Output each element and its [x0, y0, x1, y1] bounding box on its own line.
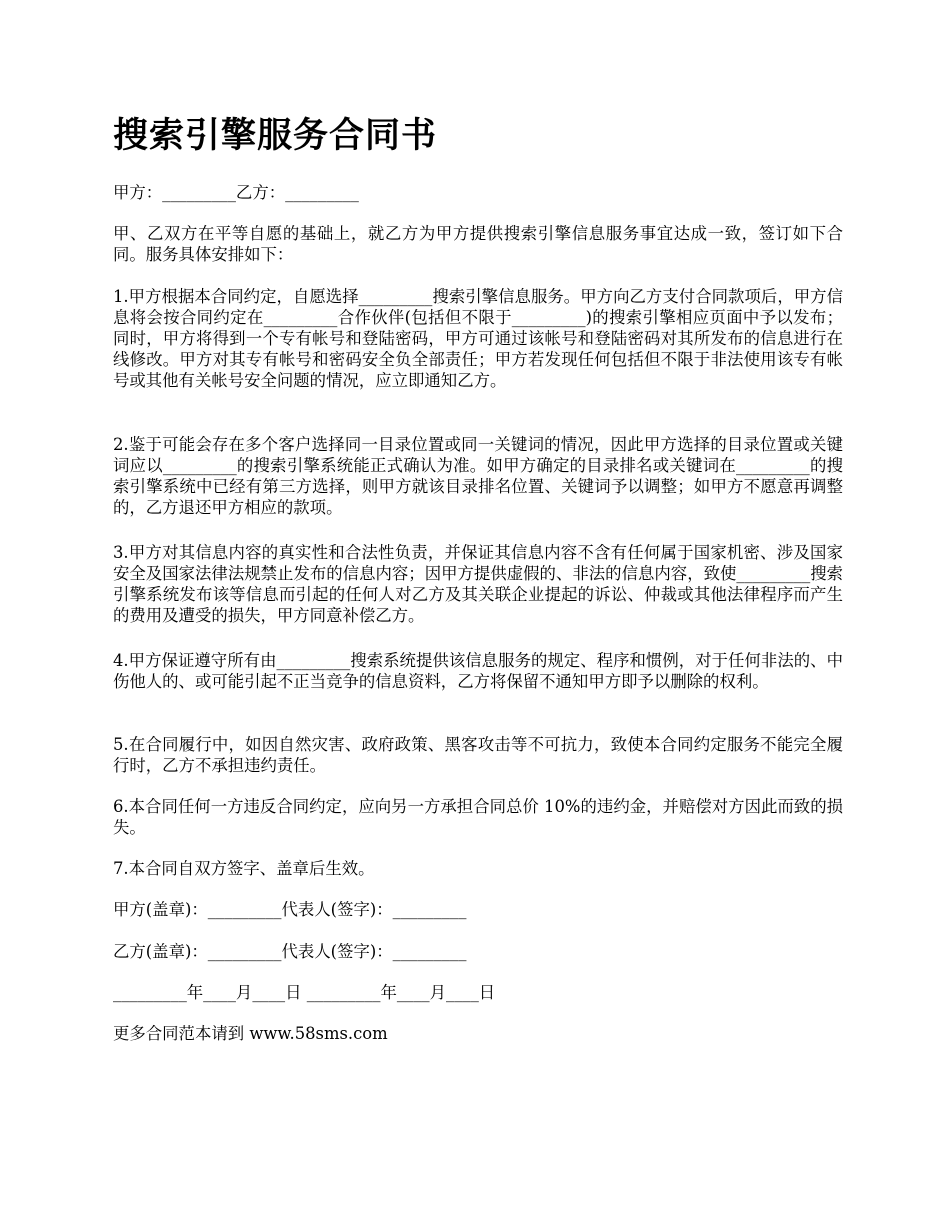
clause-2: 2.鉴于可能会存在多个客户选择同一目录位置或同一关键词的情况，因此甲方选择的目录位置或关键词应以_________的搜索引擎系统能正式确认为准。如甲方确定的目录排名或关键词在_________的搜索引擎系统中已经有第三方选择，则甲方就该目录排名位置、关键词予以调整；如甲方不愿意再调整的，乙方退还甲方相应的款项。 — [113, 435, 843, 517]
document-title: 搜索引擎服务合同书 — [113, 116, 438, 156]
signature-party-a: 甲方(盖章)：_________代表人(签字)：_________ — [113, 900, 467, 919]
intro-paragraph: 甲、乙双方在平等自愿的基础上，就乙方为甲方提供搜索引擎信息服务事宜达成一致，签订如下合同。服务具体安排如下： — [113, 224, 843, 264]
clause-1: 1.甲方根据本合同约定，自愿选择_________搜索引擎信息服务。甲方向乙方支付合同款项后，甲方信息将会按合同约定在_________合作伙伴(包括但不限于_________)的搜索引擎相应页面中予以发布；同时，甲方将得到一个专有帐号和登陆密码，甲方可通过该帐号和登陆密码对其所发布的信息进行在线修改。甲方对其专有帐号和密码安全负全部责任；甲方若发现任何包括但不限于非法使用该专有帐号或其他有关帐号安全问题的情况，应立即通知乙方。 — [113, 287, 843, 390]
footer-link-text: 更多合同范本请到 www.58sms.com — [113, 1024, 388, 1043]
clause-3: 3.甲方对其信息内容的真实性和合法性负责，并保证其信息内容不含有任何属于国家机密、涉及国家安全及国家法律法规禁止发布的信息内容；因甲方提供虚假的、非法的信息内容，致使_________搜索引擎系统发布该等信息而引起的任何人对乙方及其关联企业提起的诉讼、仲裁或其他法律程序而产生的费用及遭受的损失，甲方同意补偿乙方。 — [113, 543, 843, 625]
clause-4: 4.甲方保证遵守所有由_________搜索系统提供该信息服务的规定、程序和惯例，对于任何非法的、中伤他人的、或可能引起不正当竞争的信息资料，乙方将保留不通知甲方即予以删除的权利。 — [113, 651, 843, 691]
parties-line: 甲方：_________乙方：_________ — [113, 183, 359, 202]
clause-7: 7.本合同自双方签字、盖章后生效。 — [113, 859, 375, 878]
signature-party-b: 乙方(盖章)：_________代表人(签字)：_________ — [113, 942, 467, 961]
clause-6: 6.本合同任何一方违反合同约定，应向另一方承担合同总价 10%的违约金，并赔偿对方因此而致的损失。 — [113, 797, 843, 837]
clause-5: 5.在合同履行中，如因自然灾害、政府政策、黑客攻击等不可抗力，致使本合同约定服务不能完全履行时，乙方不承担违约责任。 — [113, 735, 843, 775]
date-line: _________年____月____日 _________年____月____日 — [113, 983, 496, 1002]
